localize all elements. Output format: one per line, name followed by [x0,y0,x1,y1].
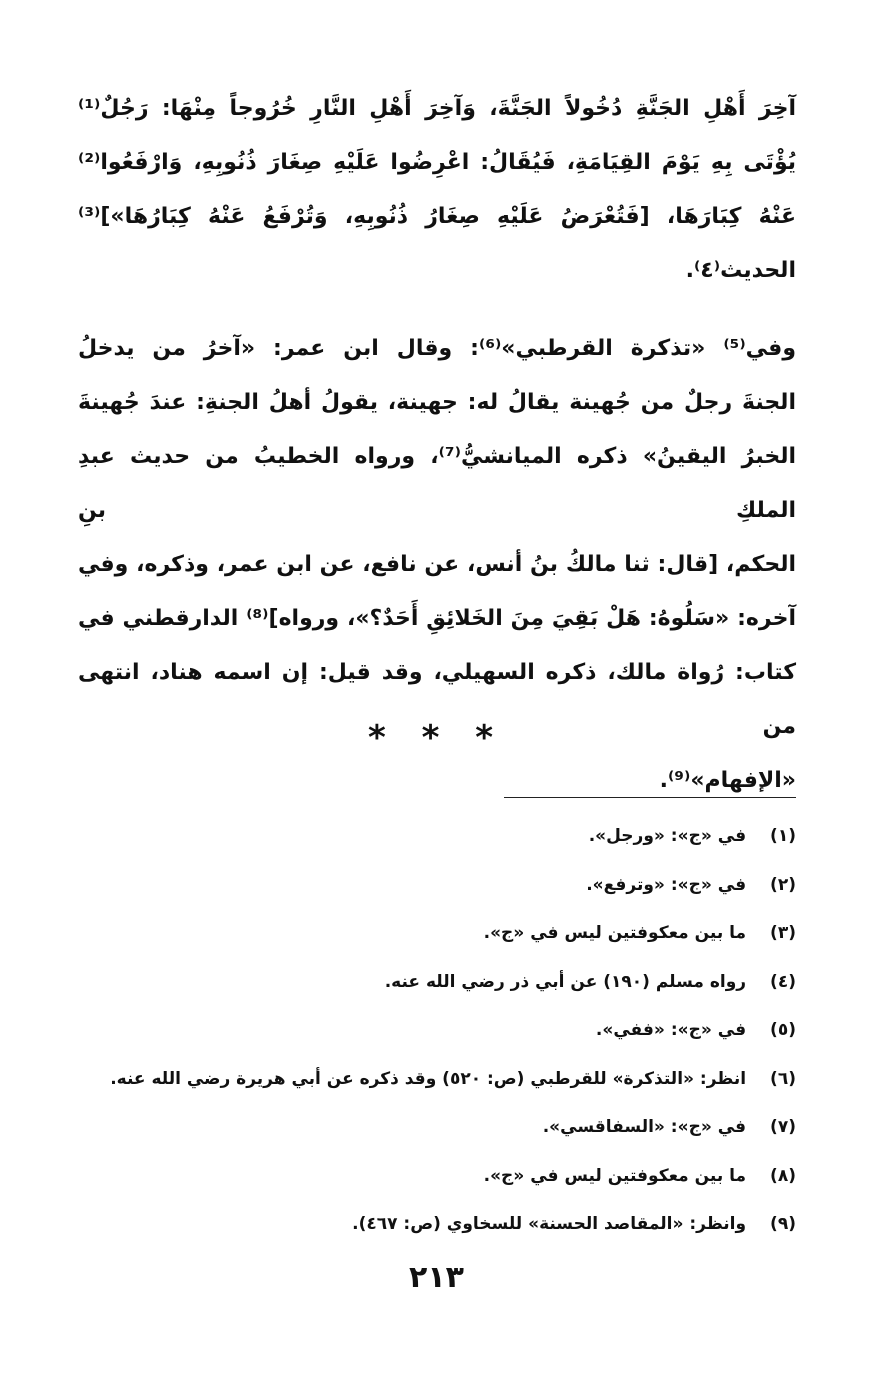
footnote-number: (٨) [770,1165,796,1186]
footnote [80,1103,796,1152]
footnote-divider [504,797,796,798]
footnote-number: (٢) [770,874,796,895]
text-line: آخِرَ أَهْلِ الجَنَّةِ دُخُولاً الجَنَّةَ، وَآخِرَ أَهْلِ النَّارِ خُرُوجاً مِنْهَا: رَجُلٌ⁽¹⁾ [78,96,796,121]
text-line: الخبرُ اليقينُ» ذكره الميانشيُّ⁽⁷⁾، ورواه الخطيبُ من حديث عبدِ الملكِ بنِ [78,444,797,523]
text-line: يُؤْتَى بِهِ يَوْمَ القِيَامَةِ، فَيُقَالُ: اعْرِضُوا عَلَيْهِ صِغَارَ ذُنُوبِهِ، وَارْفَعُوا⁽²⁾ [78,150,796,175]
section-separator: * * * [367,718,505,758]
text-line: الجنةَ رجلٌ من جُهينة يقالُ له: جهينة، يقولُ أهلُ الجنةِ: عندَ جُهينةَ [78,390,796,415]
page-number: ٢١٣ [409,1260,464,1295]
footnote-number: (٣) [770,923,796,943]
footnote [80,1200,796,1249]
footnote-text: في «ج»: «وترفع». [586,874,747,895]
footnote-text: وانظر: «المقاصد الحسنة» للسخاوي (ص: ٤٦٧). [352,1214,747,1234]
text-line: الحكم، [قال: ثنا مالكُ بنُ أنس، عن نافع، عن ابن عمر، وذكره، وفي [78,552,796,577]
text-line: عَنْهُ كِبَارَهَا، [فَتُعْرَضُ عَلَيْهِ صِغَارُ ذُنُوبِهِ، وَتُرْفَعُ عَنْهُ كِبَارُهَا»]⁽³⁾ [78,204,796,229]
hadith-paragraph [78,82,796,298]
footnote-text: في «ج»: «السفاقسي». [542,1117,747,1137]
footnote-text: في «ج»: «ورجل». [588,826,747,846]
footnote-number: (٥) [770,1020,796,1040]
text-line: «الإفهام»⁽⁹⁾. [659,768,796,793]
text-line: الحديث⁽٤⁾. [685,258,796,283]
footnote [80,909,796,958]
text-line: كتاب: رُواة مالك، ذكره السهيلي، وقد قيل: إن اسمه هناد، انتهى من [78,660,796,739]
footnote [80,861,796,910]
text-line: آخره: «سَلُوهُ: هَلْ بَقِيَ مِنَ الخَلائِقِ أَحَدٌ؟»، ورواه]⁽⁸⁾ الدارقطني في [78,606,797,631]
footnote [80,1055,796,1104]
footnote-text: رواه مسلم (١٩٠) عن أبي ذر رضي الله عنه. [384,971,747,992]
footnote [80,812,796,861]
footnote [80,1006,796,1055]
footnote-number: (٩) [770,1214,796,1234]
footnote-text: انظر: «التذكرة» للقرطبي (ص: ٥٢٠) وقد ذكره عن أبي هريرة رضي الله عنه. [110,1068,747,1089]
text-line: وفي⁽⁵⁾ «تذكرة القرطبي»⁽⁶⁾: وقال ابن عمر: «آخرُ من يدخلُ [78,336,796,361]
footnotes [80,812,796,1249]
footnote-text: في «ج»: «ففي». [595,1020,747,1040]
footnote-text: ما بين معكوفتين ليس في «ج». [483,923,747,943]
footnote-number: (٤) [770,971,796,992]
footnote [80,958,796,1007]
footnote-number: (٧) [770,1117,796,1137]
footnote-number: (١) [770,826,796,846]
footnote-text: ما بين معكوفتين ليس في «ج». [483,1165,747,1186]
footnote-number: (٦) [770,1068,796,1089]
footnote [80,1152,796,1201]
